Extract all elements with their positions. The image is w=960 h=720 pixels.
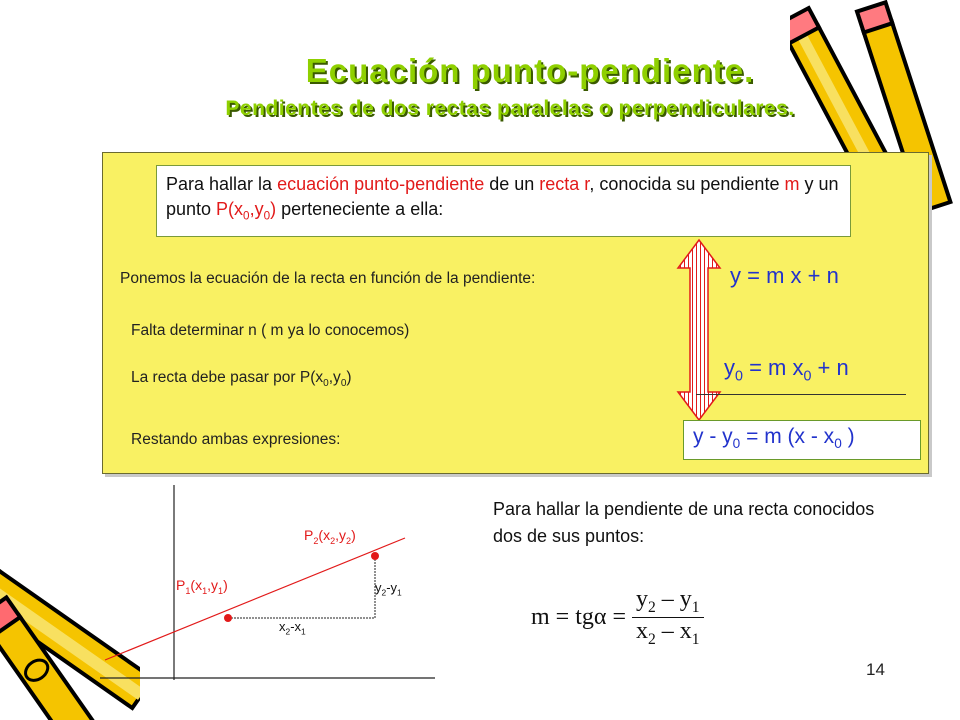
page-subtitle: Pendientes de dos rectas paralelas o perpendiculares. xyxy=(225,97,795,120)
step-2-text: Falta determinar n ( m ya lo conocemos) xyxy=(131,322,410,339)
point-p1 xyxy=(224,614,232,622)
page-title: Ecuación punto-pendiente. xyxy=(305,52,755,89)
slope-formula: m = tgα = $y_2 - y_1$ $x_2 - x_1$ xyxy=(530,586,704,649)
label-dx: $x_2-x_1$ xyxy=(279,619,306,637)
formula-slope-intercept: y = m x + n xyxy=(730,263,839,288)
label-p2: $P_2(x_2,y_2)$ xyxy=(304,527,356,546)
intro-text: Para hallar la ecuación punto-pendiente de un recta r, conocida su pendiente m y un punto $P(x_0,y_0)$ perteneciente a ella: xyxy=(166,174,839,223)
page-number: 14 xyxy=(866,660,885,679)
highlight-slope: m xyxy=(784,174,800,194)
highlight-point: $P(x_0,y_0)$ xyxy=(216,199,277,223)
formula-point: $y_0 = m$ $x_0 + n$ xyxy=(724,355,849,385)
step-4-text: Restando ambas expresiones: xyxy=(131,431,341,448)
divider-line xyxy=(696,394,906,395)
highlight-line: recta r xyxy=(539,174,590,194)
point-p2 xyxy=(371,552,379,560)
highlight-equation: ecuación punto-pendiente xyxy=(277,174,485,194)
formula-point-slope: $y - y_0 = m$ ($x - x_0$ ) xyxy=(693,425,855,452)
label-p1: $P_1(x_1,y_1)$ xyxy=(176,577,228,596)
step-1-text: Ponemos la ecuación de la recta en función de la pendiente: xyxy=(120,270,536,287)
step-3-text: La recta debe pasar por $P(x_0,y_0)$ xyxy=(131,369,352,390)
line-r xyxy=(105,538,405,660)
label-dy: $y_2-y_1$ xyxy=(375,580,402,598)
slope-explanation: Para hallar la pendiente de una recta conocidos dos de sus puntos: xyxy=(493,499,875,546)
